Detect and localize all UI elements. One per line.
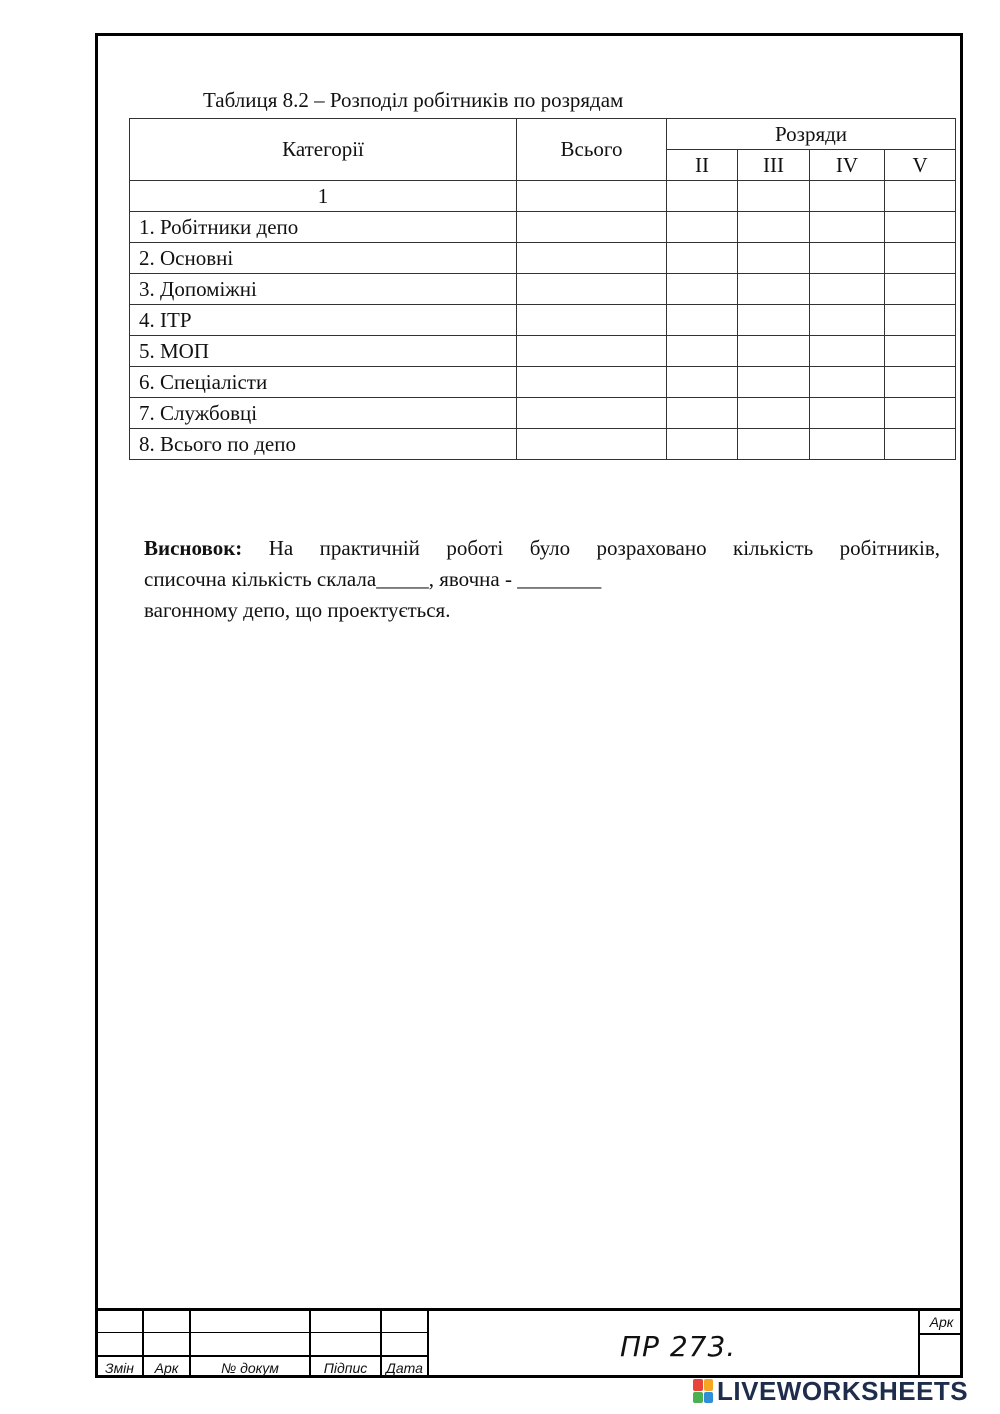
grade-cell[interactable] — [667, 212, 738, 243]
conclusion-label: Висновок: — [144, 536, 243, 560]
liveworksheets-watermark — [693, 1376, 968, 1406]
grade-cell[interactable] — [667, 367, 738, 398]
grade-cell[interactable] — [885, 336, 956, 367]
grade-cell[interactable] — [810, 243, 885, 274]
header-grade-iii: III — [738, 150, 810, 181]
grade-cell[interactable] — [667, 398, 738, 429]
table-row — [130, 274, 956, 305]
grade-cell[interactable] — [667, 305, 738, 336]
grade-cell[interactable] — [738, 336, 810, 367]
category-label: 5. МОП — [130, 336, 517, 367]
conclusion-text-1: На практичній роботі було розраховано кількість робітників, — [268, 536, 941, 560]
conclusion-line-2: списочна кількість склала_____, явочна - ________ — [144, 567, 602, 591]
total-cell[interactable] — [517, 336, 667, 367]
total-cell[interactable] — [517, 274, 667, 305]
grade-cell[interactable] — [738, 181, 810, 212]
grade-cell[interactable] — [667, 429, 738, 460]
conclusion-paragraph — [144, 533, 940, 626]
logo-square — [704, 1379, 714, 1391]
grade-cell[interactable] — [885, 274, 956, 305]
title-block-col-line — [427, 1308, 429, 1378]
total-cell[interactable] — [517, 212, 667, 243]
label-doc-number: № докум — [221, 1360, 279, 1376]
title-block-row-line — [918, 1333, 963, 1335]
grade-cell[interactable] — [885, 212, 956, 243]
index-cell: 1 — [130, 181, 517, 212]
grade-cell[interactable] — [810, 212, 885, 243]
table-row — [130, 212, 956, 243]
grade-cell[interactable] — [885, 181, 956, 212]
category-label: 4. ІТР — [130, 305, 517, 336]
grade-cell[interactable] — [885, 429, 956, 460]
category-label: 1. Робітники депо — [130, 212, 517, 243]
title-block-row-line — [95, 1355, 428, 1357]
label-zmin: Змін — [104, 1360, 134, 1376]
grade-cell[interactable] — [810, 336, 885, 367]
grade-cell[interactable] — [738, 398, 810, 429]
logo-square — [704, 1392, 714, 1404]
header-grade-iv: IV — [810, 150, 885, 181]
header-category: Категорії — [130, 119, 517, 181]
header-grade-v: V — [885, 150, 956, 181]
category-label: 2. Основні — [130, 243, 517, 274]
grade-cell[interactable] — [885, 305, 956, 336]
table-row — [130, 336, 956, 367]
grade-cell[interactable] — [667, 336, 738, 367]
logo-square — [693, 1379, 703, 1391]
grade-cell[interactable] — [810, 398, 885, 429]
label-sheet: Арк — [929, 1314, 954, 1330]
category-label: 7. Службовці — [130, 398, 517, 429]
table-row — [130, 243, 956, 274]
header-total: Всього — [517, 119, 667, 181]
category-label: 8. Всього по депо — [130, 429, 517, 460]
grade-cell[interactable] — [738, 243, 810, 274]
total-cell[interactable] — [517, 305, 667, 336]
document-code: ПР 273. — [620, 1330, 737, 1363]
total-cell[interactable] — [517, 181, 667, 212]
header-grade-ii: II — [667, 150, 738, 181]
grade-cell[interactable] — [738, 212, 810, 243]
grade-cell[interactable] — [667, 274, 738, 305]
table-index-row — [130, 181, 956, 212]
grade-cell[interactable] — [810, 181, 885, 212]
category-label: 6. Спеціалісти — [130, 367, 517, 398]
grade-cell[interactable] — [810, 274, 885, 305]
grade-cell[interactable] — [810, 367, 885, 398]
category-label: 3. Допоміжні — [130, 274, 517, 305]
title-block-top-border — [95, 1308, 963, 1311]
grade-cell[interactable] — [810, 429, 885, 460]
table-row — [130, 398, 956, 429]
label-ark: Арк — [154, 1360, 179, 1376]
label-date: Дата — [386, 1360, 423, 1376]
header-grades: Розряди — [667, 119, 956, 150]
grade-cell[interactable] — [885, 243, 956, 274]
watermark-text: LIVEWORKSHEETS — [717, 1375, 969, 1406]
grade-cell[interactable] — [885, 398, 956, 429]
table-row — [130, 367, 956, 398]
grade-cell[interactable] — [738, 367, 810, 398]
total-cell[interactable] — [517, 367, 667, 398]
grade-cell[interactable] — [738, 274, 810, 305]
grade-cell[interactable] — [667, 243, 738, 274]
grade-cell[interactable] — [885, 367, 956, 398]
conclusion-line-1 — [144, 533, 940, 564]
grade-cell[interactable] — [667, 181, 738, 212]
workers-grade-table — [129, 118, 956, 460]
grade-cell[interactable] — [738, 305, 810, 336]
grade-cell[interactable] — [810, 305, 885, 336]
table-caption: Таблиця 8.2 – Розподіл робітників по розрядам — [203, 88, 624, 112]
liveworksheets-logo-icon — [693, 1379, 713, 1403]
title-block-row-line — [95, 1332, 428, 1333]
total-cell[interactable] — [517, 429, 667, 460]
grade-cell[interactable] — [738, 429, 810, 460]
label-signature: Підпис — [323, 1360, 368, 1376]
conclusion-line-3: вагонному депо, що проектується. — [144, 598, 451, 622]
logo-square — [693, 1392, 703, 1404]
total-cell[interactable] — [517, 398, 667, 429]
table-row — [130, 429, 956, 460]
table-row — [130, 305, 956, 336]
total-cell[interactable] — [517, 243, 667, 274]
